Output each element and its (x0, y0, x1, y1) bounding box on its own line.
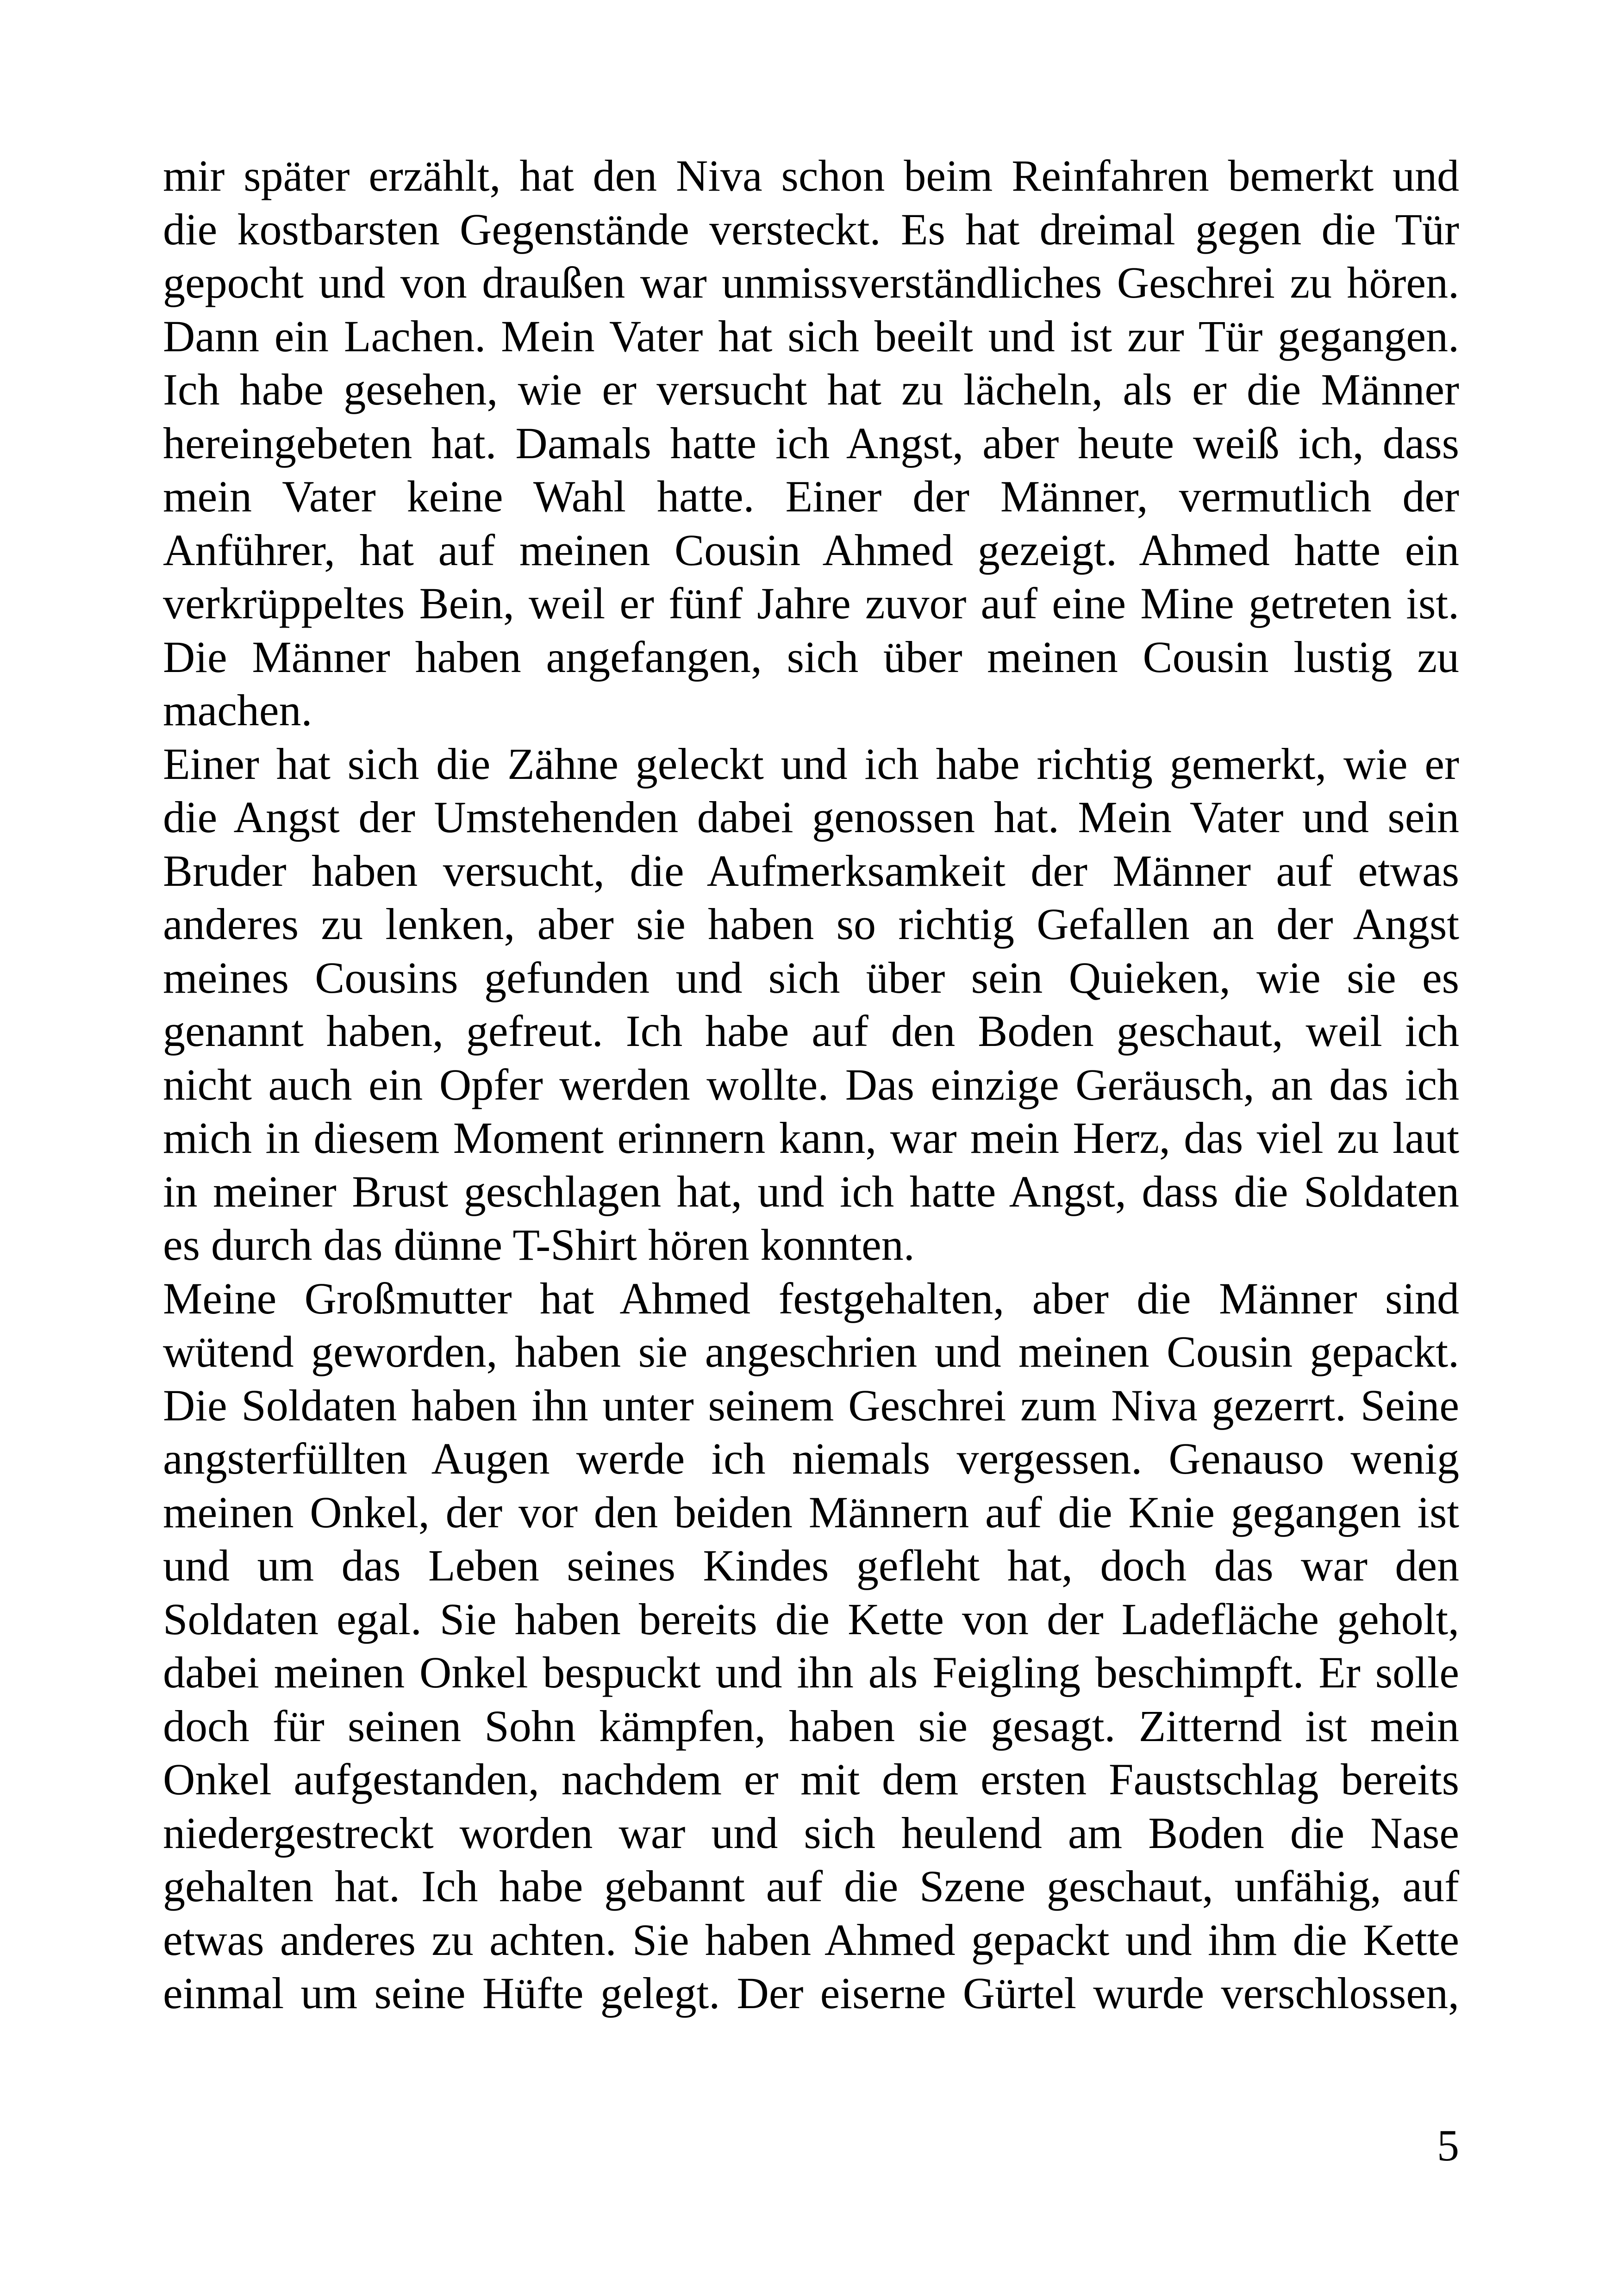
text-line: machen. (163, 685, 312, 735)
text-line: anderes zu lenken, aber sie haben so richtig Gefallen an der Angst (163, 899, 1459, 949)
text-line: Bruder haben versucht, die Aufmerksamkeit der Männer auf etwas (163, 846, 1459, 896)
text-line: verkrüppeltes Bein, weil er fünf Jahre zuvor auf eine Mine getreten ist. (163, 579, 1459, 628)
text-line: doch für seinen Sohn kämpfen, haben sie gesagt. Zitternd ist mein (163, 1701, 1459, 1751)
paragraph (163, 737, 1459, 1272)
text-line: gehalten hat. Ich habe gebannt auf die Szene geschaut, unfähig, auf (163, 1861, 1459, 1911)
text-line: Die Männer haben angefangen, sich über meinen Cousin lustig zu (163, 632, 1459, 682)
paragraph (163, 1272, 1459, 2020)
text-line: etwas anderes zu achten. Sie haben Ahmed gepackt und ihm die Kette (163, 1915, 1459, 1965)
text-line: in meiner Brust geschlagen hat, und ich hatte Angst, dass die Soldaten (163, 1166, 1459, 1216)
text-line: Ich habe gesehen, wie er versucht hat zu lächeln, als er die Männer (163, 365, 1459, 414)
text-line: mich in diesem Moment erinnern kann, war mein Herz, das viel zu laut (163, 1113, 1459, 1163)
text-line: niedergestreckt worden war und sich heulend am Boden die Nase (163, 1808, 1459, 1858)
text-line: wütend geworden, haben sie angeschrien und meinen Cousin gepackt. (163, 1327, 1459, 1376)
text-line: es durch das dünne T-Shirt hören konnten. (163, 1220, 915, 1269)
text-line: gepocht und von draußen war unmissverständliches Geschrei zu hören. (163, 258, 1459, 307)
text-line: nicht auch ein Opfer werden wollte. Das einzige Geräusch, an das ich (163, 1059, 1459, 1109)
page-number: 5 (1437, 2121, 1459, 2170)
text-line: Die Soldaten haben ihn unter seinem Geschrei zum Niva gezerrt. Seine (163, 1380, 1459, 1430)
text-line: meinen Onkel, der vor den beiden Männern auf die Knie gegangen ist (163, 1487, 1459, 1537)
text-line: hereingebeten hat. Damals hatte ich Angst, aber heute weiß ich, dass (163, 418, 1459, 468)
text-line: meines Cousins gefunden und sich über sein Quieken, wie sie es (163, 952, 1459, 1002)
text-line: genannt haben, gefreut. Ich habe auf den Boden geschaut, weil ich (163, 1006, 1459, 1056)
body-text (163, 149, 1459, 2020)
paragraph (163, 149, 1459, 737)
text-line: die Angst der Umstehenden dabei genossen hat. Mein Vater und sein (163, 792, 1459, 842)
text-line: angsterfüllten Augen werde ich niemals vergessen. Genauso wenig (163, 1434, 1459, 1483)
text-line: Dann ein Lachen. Mein Vater hat sich beeilt und ist zur Tür gegangen. (163, 311, 1459, 361)
text-line: und um das Leben seines Kindes gefleht hat, doch das war den (163, 1541, 1459, 1590)
text-line: Anführer, hat auf meinen Cousin Ahmed gezeigt. Ahmed hatte ein (163, 525, 1459, 575)
text-line: Einer hat sich die Zähne geleckt und ich habe richtig gemerkt, wie er (163, 739, 1459, 789)
text-line: mir später erzählt, hat den Niva schon beim Reinfahren bemerkt und (163, 151, 1459, 200)
text-line: dabei meinen Onkel bespuckt und ihn als Feigling beschimpft. Er solle (163, 1648, 1459, 1697)
text-line: mein Vater keine Wahl hatte. Einer der Männer, vermutlich der (163, 472, 1459, 521)
text-line: Soldaten egal. Sie haben bereits die Kette von der Ladefläche geholt, (163, 1594, 1459, 1644)
text-line: Meine Großmutter hat Ahmed festgehalten, aber die Männer sind (163, 1273, 1459, 1323)
text-line: Onkel aufgestanden, nachdem er mit dem ersten Faustschlag bereits (163, 1755, 1459, 1804)
text-line: einmal um seine Hüfte gelegt. Der eiserne Gürtel wurde verschlossen, (163, 1968, 1459, 2018)
text-line: die kostbarsten Gegenstände versteckt. Es hat dreimal gegen die Tür (163, 204, 1459, 254)
